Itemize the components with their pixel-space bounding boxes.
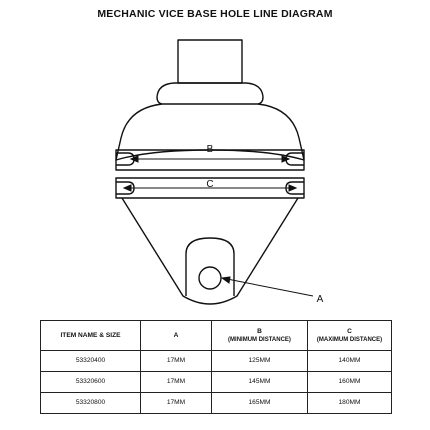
cell-b: 145MM <box>212 372 308 393</box>
cell-c: 160MM <box>308 372 392 393</box>
header-c: C (MAXIMUM DISTANCE) <box>308 321 392 351</box>
mount-hole <box>199 267 221 289</box>
diagram-title: MECHANIC VICE BASE HOLE LINE DIAGRAM <box>97 8 333 20</box>
header-b: B (MINIMUM DISTANCE) <box>212 321 308 351</box>
header-item-name: ITEM NAME & SIZE <box>41 321 141 351</box>
table-row <box>41 351 392 372</box>
cell-b: 125MM <box>212 351 308 372</box>
vice-collar <box>157 83 263 104</box>
label-c: C <box>206 179 214 190</box>
label-b: B <box>206 144 214 155</box>
table-row <box>41 372 392 393</box>
cell-b: 165MM <box>212 393 308 414</box>
cell-item: 53320400 <box>41 351 141 372</box>
cell-a: 17MM <box>141 372 212 393</box>
vice-stem <box>178 40 242 83</box>
table-header-row <box>41 321 392 351</box>
dim-c-arrow-right <box>289 185 296 191</box>
cell-item: 53320800 <box>41 393 141 414</box>
header-a: A <box>141 321 212 351</box>
dim-c-arrow-left <box>124 185 131 191</box>
label-a: A <box>316 294 324 305</box>
dim-a-arrow <box>222 277 230 283</box>
cell-c: 180MM <box>308 393 392 414</box>
cell-a: 17MM <box>141 351 212 372</box>
table-row <box>41 393 392 414</box>
distance-table <box>40 320 392 414</box>
cell-c: 140MM <box>308 351 392 372</box>
cell-a: 17MM <box>141 393 212 414</box>
cell-item: 53320600 <box>41 372 141 393</box>
